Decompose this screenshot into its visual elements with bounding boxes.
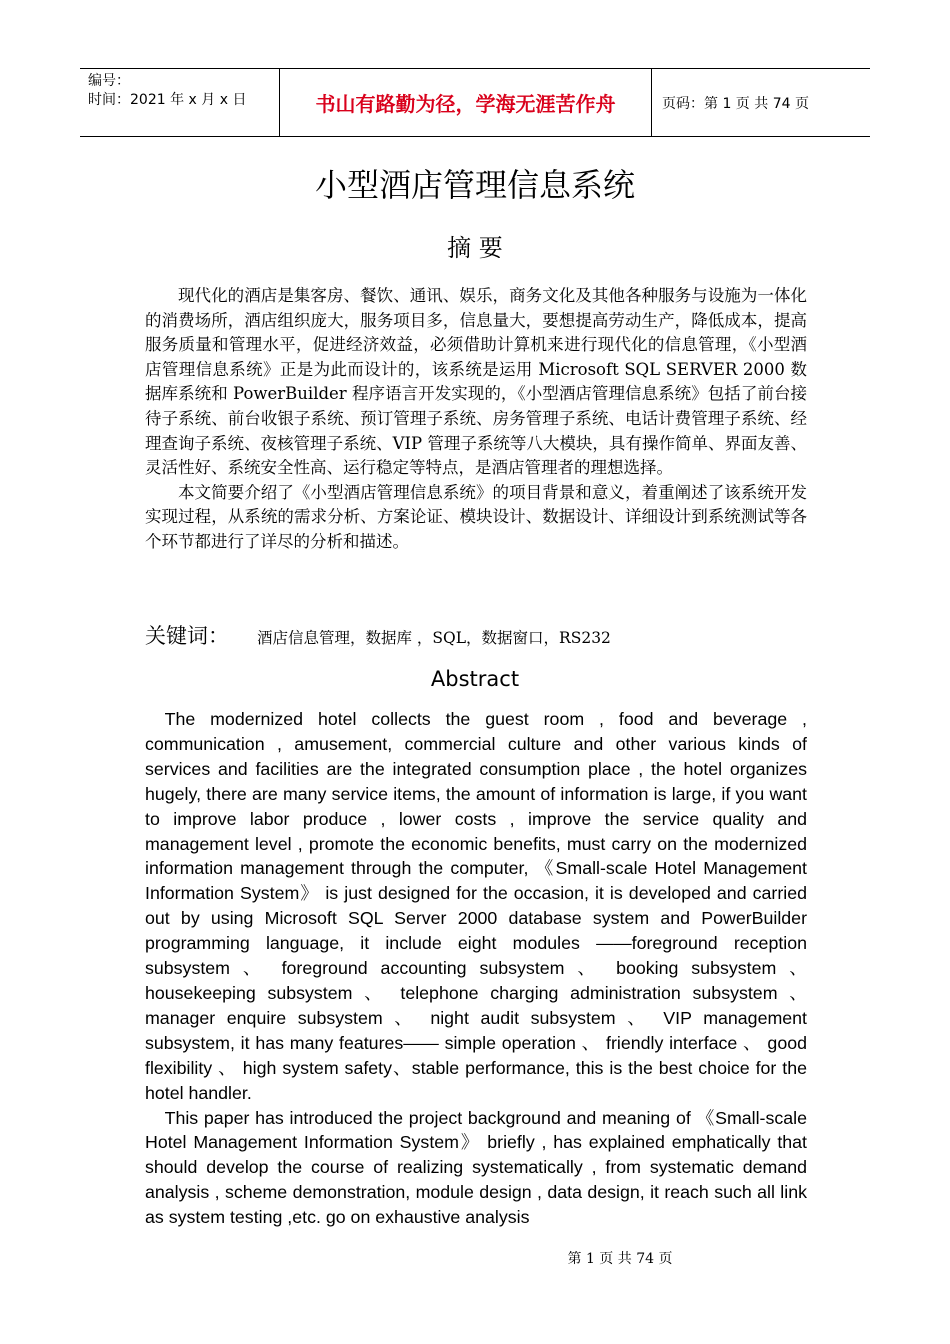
abstract-english <box>145 707 807 1230</box>
document-date: 时间：2021 年 x 月 x 日 <box>88 92 247 108</box>
abstract-en-paragraph-2: This paper has introduced the project background and meaning of 《Small-scale Hotel Management Information System》 briefly , has explained emphatically that should develop the course of realizing systematically , from systematic demand analysis , scheme demonstration, module design , data design, it reach such all link as system testing ,etc. go on exhaustive analysis <box>145 1107 807 1228</box>
document-number-label: 编号： <box>88 73 130 89</box>
abstract-heading: 摘 要 <box>447 234 503 262</box>
keywords-value: 酒店信息管理，数据库 ，SQL，数据窗口，RS232 <box>257 629 611 647</box>
header-page-info: 页码：第 1 页 共 74 页 <box>662 95 809 112</box>
abstract-en-heading: Abstract <box>430 667 520 691</box>
abstract-en-paragraph-1: The modernized hotel collects the guest room , food and beverage , communication , amusement, commercial culture and other various kinds of services and facilities are the integrated consumption place , the hotel organizes hugely, there are many service items, the amount of information is large, if you want to improve labor produce , lower costs , improve the service quality and management level , promote the economic benefits, must carry on the modernized information management through the computer, 《Small-scale Hotel Management Information System》 is just designed for the occasion, it is developed and carried out by using Microsoft SQL Server 2000 database system and PowerBuilder programming language, it include eight modules ——foreground reception subsystem 、 foreground accounting subsystem 、 booking subsystem 、 housekeeping subsystem 、 telephone charging administration subsystem 、 manager enquire subsystem 、 night audit subsystem 、 VIP management subsystem, it has many features—— simple operation 、 friendly interface 、 good flexibility 、 high system safety、stable performance, this is the best choice for the hotel handler. <box>145 709 807 1103</box>
keywords-row <box>145 620 611 650</box>
page-footer: 第 1 页 共 74 页 <box>567 1251 673 1267</box>
document-title: 小型酒店管理信息系统 <box>314 166 635 204</box>
abstract-chinese <box>145 284 807 555</box>
keywords-label: 关键词： <box>145 624 229 648</box>
header-meta <box>80 69 280 136</box>
abstract-cn-paragraph-2: 本文简要介绍了《小型酒店管理信息系统》的项目背景和意义，着重阐述了该系统开发实现过程，从系统的需求分析、方案论证、模块设计、数据设计、详细设计到系统测试等各个环节都进行了详尽的分析和描述。 <box>145 482 807 551</box>
abstract-cn-paragraph-1: 现代化的酒店是集客房、餐饮、通讯、娱乐，商务文化及其他各种服务与设施为一体化的消费场所，酒店组织庞大，服务项目多，信息量大，要想提高劳动生产，降低成本，提高服务质量和管理水平，促进经济效益，必须借助计算机来进行现代化的信息管理，《小型酒店管理信息系统》正是为此而设计的，该系统是运用 Microsoft SQL SERVER 2000 数据库系统和 PowerBuilder 程序语言开发实现的，《小型酒店管理信息系统》包括了前台接待子系统、前台收银子系统、预订管理子系统、房务管理子系统、电话计费管理子系统、经理查询子系统、夜核管理子系统、VIP 管理子系统等八大模块，具有操作简单、界面友善、灵活性好、系统安全性高、运行稳定等特点，是酒店管理者的理想选择。 <box>145 286 807 478</box>
header-motto: 书山有路勤为径，学海无涯苦作舟 <box>280 69 652 136</box>
header-table <box>80 68 870 137</box>
